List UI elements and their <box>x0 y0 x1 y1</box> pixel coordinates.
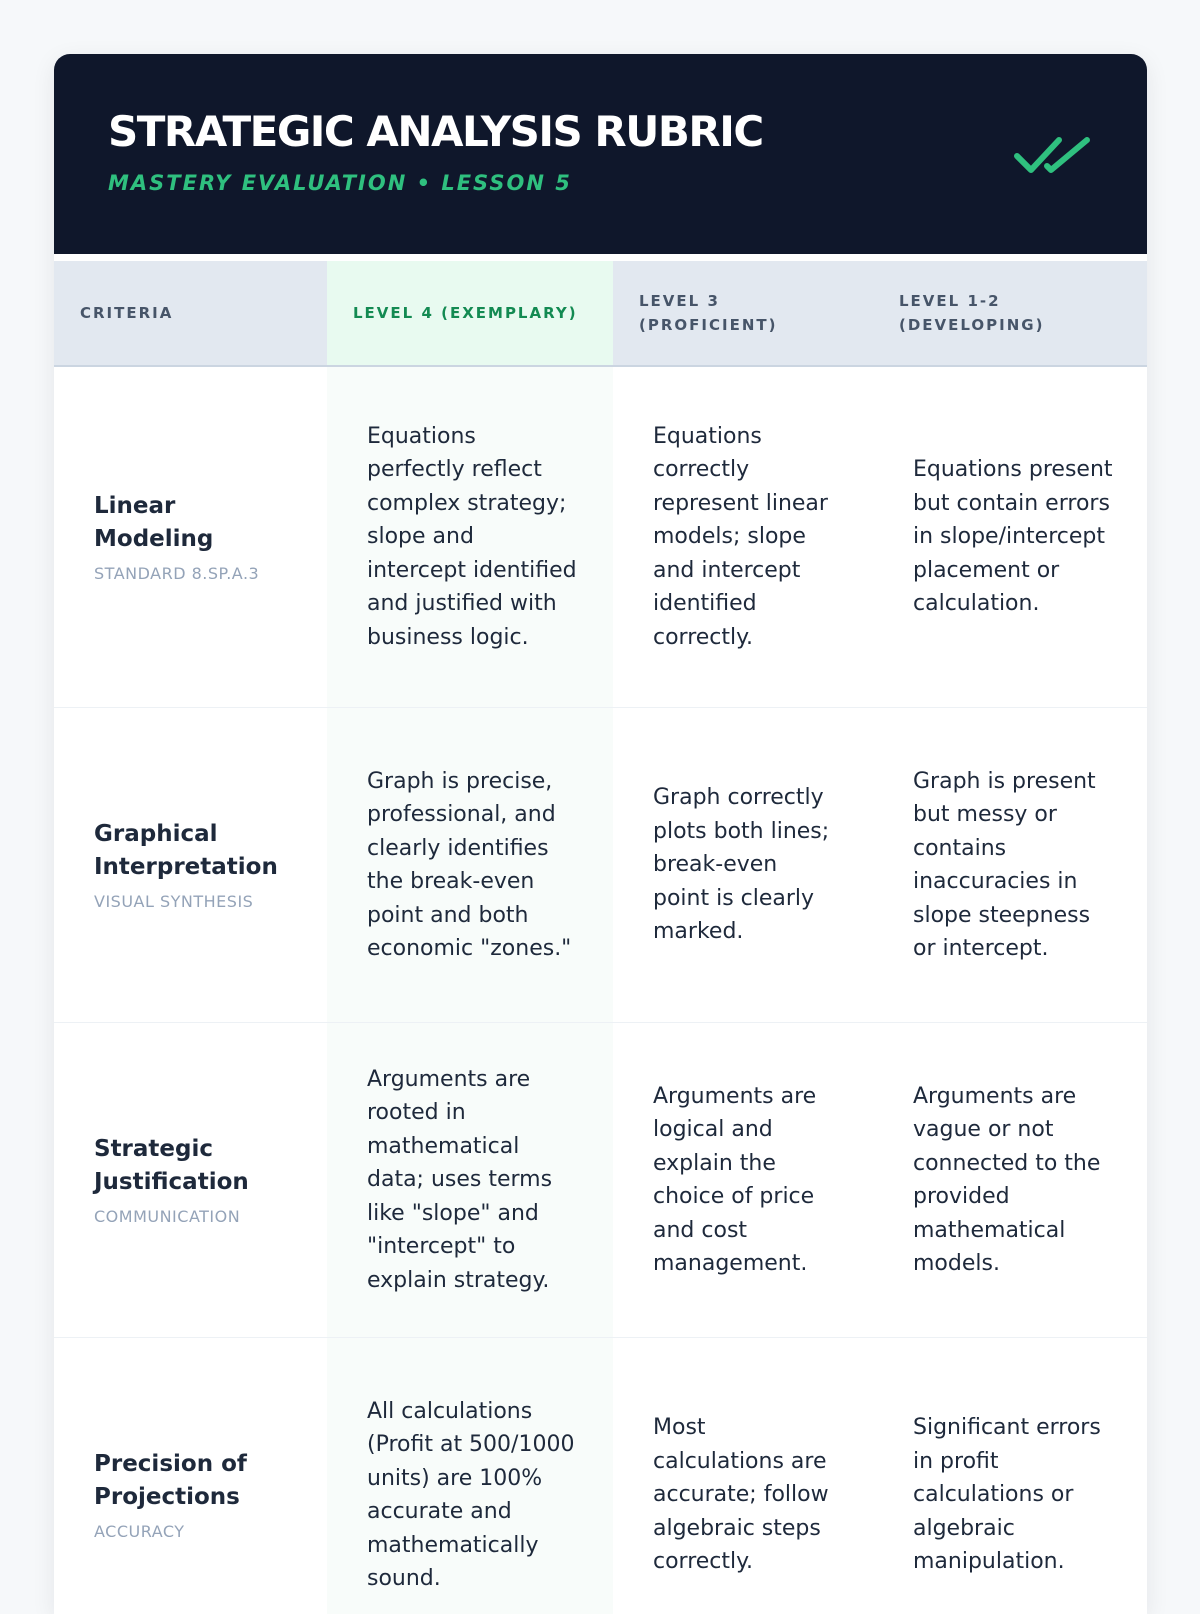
level4-cell: Equations perfectly reflect complex strategy; slope and intercept identified and justified with business logic. <box>327 366 613 708</box>
criterion-name: Precision of Projections <box>94 1448 287 1515</box>
criterion-cell <box>54 1023 327 1338</box>
table-row <box>54 366 1147 708</box>
column-header-level4: LEVEL 4 (EXEMPLARY) <box>327 261 613 366</box>
criterion-cell <box>54 708 327 1023</box>
criterion-tag: COMMUNICATION <box>94 1206 287 1228</box>
column-header-level12: LEVEL 1-2 (DEVELOPING) <box>873 261 1147 366</box>
rubric-title: STRATEGIC ANALYSIS RUBRIC <box>108 109 763 155</box>
level3-cell: Equations correctly represent linear models; slope and intercept identified correctly. <box>613 366 873 708</box>
criterion-cell <box>54 1338 327 1614</box>
criterion-name: Strategic Justification <box>94 1133 287 1200</box>
criterion-tag: ACCURACY <box>94 1521 287 1543</box>
criterion-tag: STANDARD 8.SP.A.3 <box>94 563 287 585</box>
column-header-level3: LEVEL 3 (PROFICIENT) <box>613 261 873 366</box>
level3-cell: Most calculations are accurate; follow algebraic steps correctly. <box>613 1338 873 1614</box>
level4-cell: All calculations (Profit at 500/1000 units) are 100% accurate and mathematically sound. <box>327 1338 613 1614</box>
rubric-table <box>54 261 1147 1614</box>
rubric-subtitle: MASTERY EVALUATION • LESSON 5 <box>108 171 572 195</box>
rubric-header <box>54 54 1147 254</box>
table-header-row <box>54 261 1147 366</box>
criterion-cell <box>54 366 327 708</box>
header-divider <box>54 254 1147 261</box>
table-row <box>54 708 1147 1023</box>
level12-cell: Significant errors in profit calculations or algebraic manipulation. <box>873 1338 1147 1614</box>
level12-cell: Arguments are vague or not connected to the provided mathematical models. <box>873 1023 1147 1338</box>
level12-cell: Graph is present but messy or contains inaccuracies in slope steepness or intercept. <box>873 708 1147 1023</box>
level3-cell: Graph correctly plots both lines; break-even point is clearly marked. <box>613 708 873 1023</box>
level4-cell: Graph is precise, professional, and clearly identifies the break-even point and both economic "zones." <box>327 708 613 1023</box>
criterion-name: Linear Modeling <box>94 490 287 557</box>
rubric-card <box>54 54 1147 1614</box>
column-header-criteria: CRITERIA <box>54 261 327 366</box>
table-row <box>54 1338 1147 1614</box>
criterion-tag: VISUAL SYNTHESIS <box>94 891 287 913</box>
level12-cell: Equations present but contain errors in slope/intercept placement or calculation. <box>873 366 1147 708</box>
criterion-name: Graphical Interpretation <box>94 818 287 885</box>
table-row <box>54 1023 1147 1338</box>
level3-cell: Arguments are logical and explain the choice of price and cost management. <box>613 1023 873 1338</box>
level4-cell: Arguments are rooted in mathematical data; uses terms like "slope" and "intercept" to explain strategy. <box>327 1023 613 1338</box>
double-check-icon <box>1013 126 1093 182</box>
